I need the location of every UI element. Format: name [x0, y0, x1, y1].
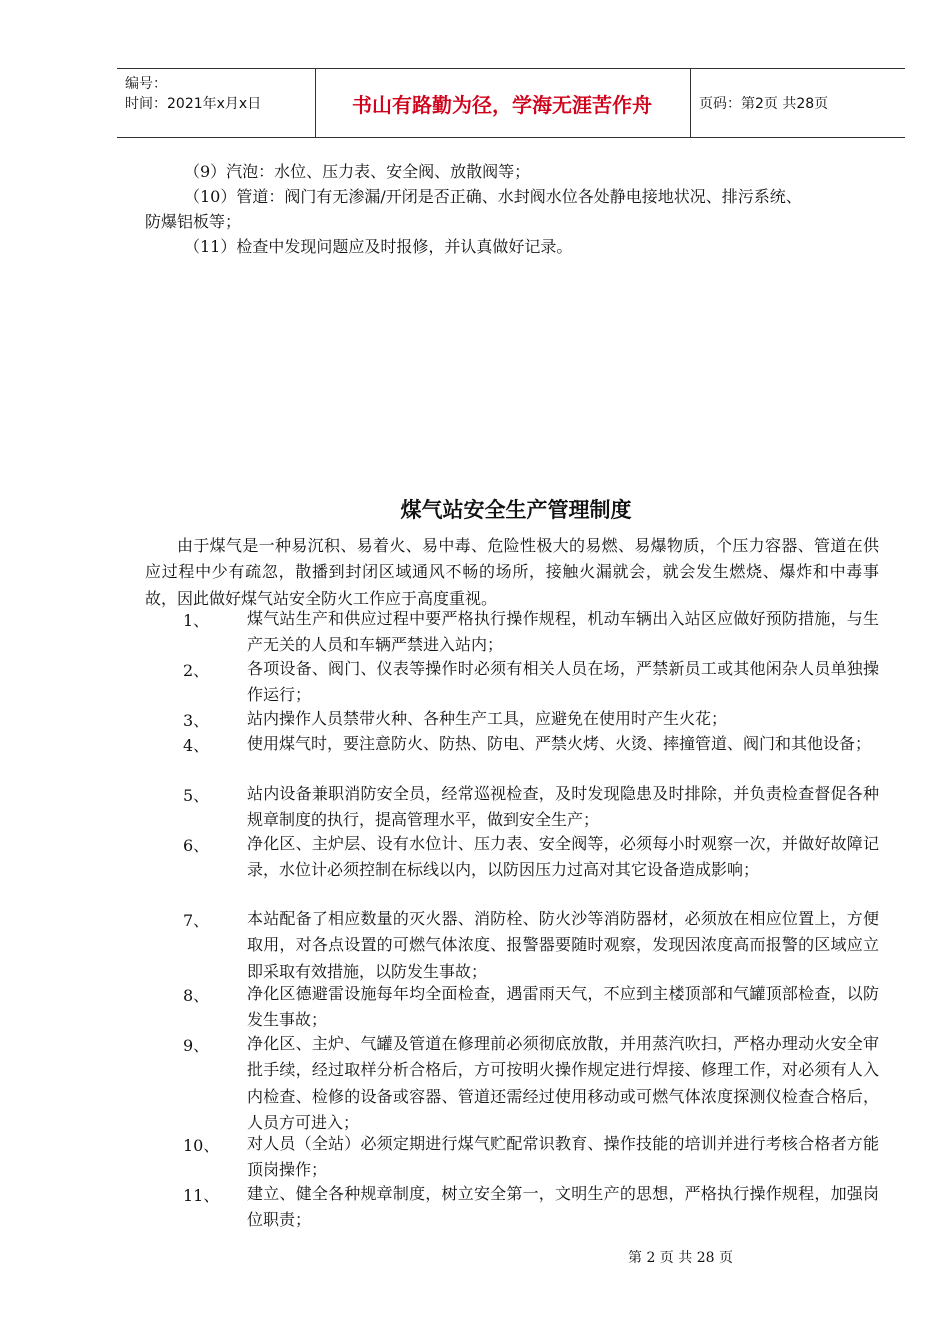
rule-text: 站内设备兼职消防安全员，经常巡视检查，及时发现隐患及时排除，并负责检查督促各种规章制度的执行，提高管理水平，做到安全生产；: [247, 784, 879, 830]
rule-text: 煤气站生产和供应过程中要严格执行操作规程，机动车辆出入站区应做好预防措施，与生产无关的人员和车辆严禁进入站内；: [247, 609, 879, 655]
page-footer: 第 2 页 共 28 页: [628, 1250, 733, 1266]
rule-text: 净化区、主炉层、设有水位计、压力表、安全阀等，必须每小时观察一次，并做好故障记录，水位计必须控制在标线以内，以防因压力过高对其它设备造成影响；: [247, 834, 879, 880]
rule-number: 7、: [183, 911, 210, 930]
number-label: 编号：: [125, 76, 167, 92]
rule-number: 1、: [183, 611, 210, 630]
rule-text: 建立、健全各种规章制度，树立安全第一，文明生产的思想，严格执行操作规程，加强岗位职责；: [247, 1184, 879, 1230]
checklist-line: （10）管道：阀门有无渗漏/开闭是否正确、水封阀水位各处静电接地状况、排污系统、: [184, 187, 802, 206]
header-page-info: [691, 69, 905, 137]
rule-text: 站内操作人员禁带火种、各种生产工具，应避免在使用时产生火花；: [247, 709, 728, 728]
checklist-line: 防爆铝板等；: [145, 212, 242, 231]
page-info-text: 页码：第2页 共28页: [699, 96, 829, 112]
rule-number: 11、: [183, 1186, 220, 1205]
rule-text: 对人员（全站）必须定期进行煤气贮配常识教育、操作技能的培训并进行考核合格者方能顶岗操作；: [247, 1134, 879, 1180]
header-meta: [117, 69, 315, 137]
header-motto: 书山有路勤为径，学海无涯苦作舟: [352, 92, 652, 117]
rule-number: 8、: [183, 986, 210, 1005]
intro-paragraph: 由于煤气是一种易沉积、易着火、易中毒、危险性极大的易燃、易爆物质，个压力容器、管道在供应过程中少有疏忽，散播到封闭区域通风不畅的场所，接触火漏就会，就会发生燃烧、爆炸和中毒事故，因此做好煤气站安全防火工作应于高度重视。: [145, 536, 879, 608]
page-header: [117, 68, 905, 138]
rule-number: 10、: [183, 1136, 220, 1155]
rule-number: 5、: [183, 786, 210, 805]
rule-text: 使用煤气时，要注意防火、防热、防电、严禁火烤、火烫、摔撞管道、阀门和其他设备；: [247, 734, 872, 753]
rule-number: 3、: [183, 711, 210, 730]
rule-text: 本站配备了相应数量的灭火器、消防栓、防火沙等消防器材，必须放在相应位置上，方便取用，对各点设置的可燃气体浓度、报警器要随时观察，发现因浓度高而报警的区域应立即采取有效措施，以防发生事故；: [247, 909, 879, 981]
rule-number: 2、: [183, 661, 210, 680]
rule-number: 9、: [183, 1036, 210, 1055]
section-title: 煤气站安全生产管理制度: [400, 498, 632, 522]
checklist-line: （11）检查中发现问题应及时报修，并认真做好记录。: [184, 237, 573, 256]
rule-text: 净化区德避雷设施每年均全面检查，遇雷雨天气，不应到主楼顶部和气罐顶部检查，以防发生事故；: [247, 984, 879, 1030]
rule-text: 各项设备、阀门、仪表等操作时必须有相关人员在场，严禁新员工或其他闲杂人员单独操作运行；: [247, 659, 879, 705]
checklist-line: （9）汽泡：水位、压力表、安全阀、放散阀等；: [184, 162, 531, 181]
rule-text: 净化区、主炉、气罐及管道在修理前必须彻底放散，并用蒸汽吹扫，严格办理动火安全审批手续，经过取样分析合格后，方可按明火操作规定进行焊接、修理工作，对必须有人入内检查、检修的设备或容器、管道还需经过使用移动或可燃气体浓度探测仪检查合格后，人员方可进入；: [247, 1034, 879, 1133]
rule-number: 4、: [183, 736, 210, 755]
rule-number: 6、: [183, 836, 210, 855]
time-label: 时间：2021年x月x日: [125, 96, 262, 112]
